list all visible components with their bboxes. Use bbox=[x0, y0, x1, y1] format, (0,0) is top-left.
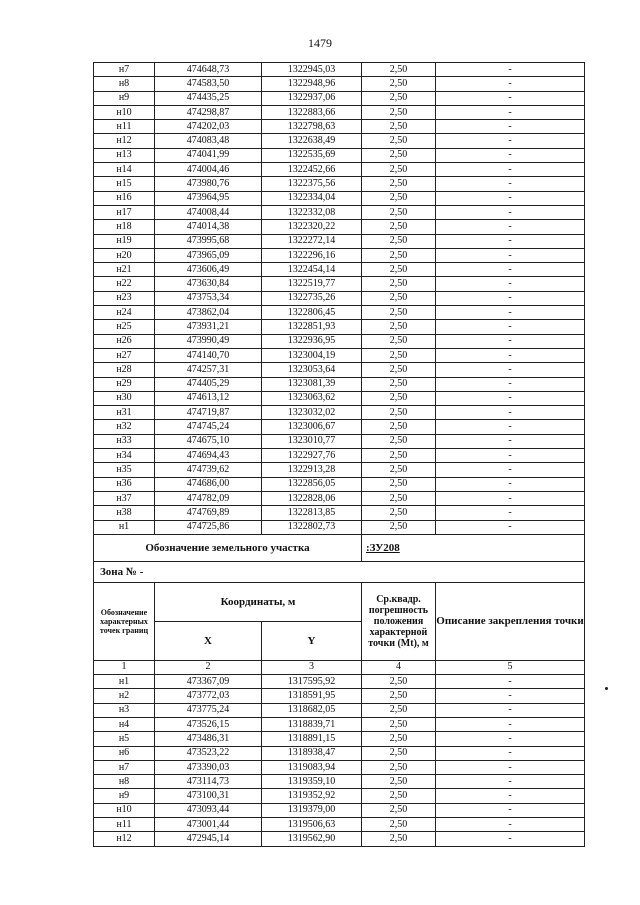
description-cell: - bbox=[436, 91, 585, 105]
plot-header bbox=[94, 534, 585, 674]
point-id-cell: н20 bbox=[94, 248, 155, 262]
x-cell: 473990,49 bbox=[155, 334, 262, 348]
table-row bbox=[94, 463, 585, 477]
table-row bbox=[94, 406, 585, 420]
description-cell: - bbox=[436, 420, 585, 434]
error-cell: 2,50 bbox=[362, 63, 436, 77]
table-row bbox=[94, 348, 585, 362]
x-cell: 474014,38 bbox=[155, 220, 262, 234]
point-id-cell: н3 bbox=[94, 703, 155, 717]
table-row bbox=[94, 105, 585, 119]
table-row bbox=[94, 148, 585, 162]
point-id-cell: н10 bbox=[94, 105, 155, 119]
y-cell: 1322883,66 bbox=[262, 105, 362, 119]
table-row bbox=[94, 248, 585, 262]
x-cell: 474686,00 bbox=[155, 477, 262, 491]
x-cell: 474083,48 bbox=[155, 134, 262, 148]
error-cell: 2,50 bbox=[362, 406, 436, 420]
y-cell: 1322334,04 bbox=[262, 191, 362, 205]
description-cell: - bbox=[436, 746, 585, 760]
point-id-cell: н26 bbox=[94, 334, 155, 348]
description-cell: - bbox=[436, 760, 585, 774]
y-cell: 1322798,63 bbox=[262, 120, 362, 134]
table-row bbox=[94, 506, 585, 520]
y-cell: 1322638,49 bbox=[262, 134, 362, 148]
point-id-cell: н28 bbox=[94, 363, 155, 377]
x-cell: 474202,03 bbox=[155, 120, 262, 134]
point-id-cell: н17 bbox=[94, 205, 155, 219]
table-row bbox=[94, 263, 585, 277]
table-row bbox=[94, 818, 585, 832]
table-row bbox=[94, 732, 585, 746]
description-cell: - bbox=[436, 63, 585, 77]
point-id-cell: н4 bbox=[94, 717, 155, 731]
table-row bbox=[94, 320, 585, 334]
description-cell: - bbox=[436, 348, 585, 362]
error-cell: 2,50 bbox=[362, 703, 436, 717]
y-cell: 1318682,05 bbox=[262, 703, 362, 717]
y-cell: 1318938,47 bbox=[262, 746, 362, 760]
description-cell: - bbox=[436, 191, 585, 205]
point-designation-header: Обозначение характерных точек границ bbox=[94, 582, 155, 660]
x-cell: 474719,87 bbox=[155, 406, 262, 420]
description-cell: - bbox=[436, 732, 585, 746]
table-row bbox=[94, 377, 585, 391]
point-id-cell: н23 bbox=[94, 291, 155, 305]
x-cell: 473523,22 bbox=[155, 746, 262, 760]
y-cell: 1319506,63 bbox=[262, 818, 362, 832]
x-cell: 474435,25 bbox=[155, 91, 262, 105]
point-id-cell: н5 bbox=[94, 732, 155, 746]
description-cell: - bbox=[436, 832, 585, 846]
x-cell: 473630,84 bbox=[155, 277, 262, 291]
x-cell: 474745,24 bbox=[155, 420, 262, 434]
y-cell: 1323010,77 bbox=[262, 434, 362, 448]
x-cell: 473775,24 bbox=[155, 703, 262, 717]
y-cell: 1322828,06 bbox=[262, 491, 362, 505]
x-cell: 473772,03 bbox=[155, 689, 262, 703]
description-cell: - bbox=[436, 205, 585, 219]
x-cell: 473965,09 bbox=[155, 248, 262, 262]
x-cell: 473114,73 bbox=[155, 775, 262, 789]
y-cell: 1318839,71 bbox=[262, 717, 362, 731]
table-row bbox=[94, 746, 585, 760]
point-id-cell: н7 bbox=[94, 63, 155, 77]
table-row bbox=[94, 306, 585, 320]
y-cell: 1318891,15 bbox=[262, 732, 362, 746]
page-number: 1479 bbox=[308, 36, 332, 50]
x-cell: 473980,76 bbox=[155, 177, 262, 191]
point-id-cell: н12 bbox=[94, 134, 155, 148]
point-id-cell: н22 bbox=[94, 277, 155, 291]
y-cell: 1319352,92 bbox=[262, 789, 362, 803]
y-header: Y bbox=[262, 621, 362, 660]
x-cell: 472945,14 bbox=[155, 832, 262, 846]
x-cell: 473526,15 bbox=[155, 717, 262, 731]
point-id-cell: н7 bbox=[94, 760, 155, 774]
error-cell: 2,50 bbox=[362, 177, 436, 191]
error-cell: 2,50 bbox=[362, 205, 436, 219]
error-cell: 2,50 bbox=[362, 363, 436, 377]
lower-rows bbox=[94, 675, 585, 847]
table-row bbox=[94, 134, 585, 148]
y-cell: 1322375,56 bbox=[262, 177, 362, 191]
description-cell: - bbox=[436, 320, 585, 334]
x-cell: 473390,03 bbox=[155, 760, 262, 774]
col-number: 4 bbox=[362, 660, 436, 674]
y-cell: 1322735,26 bbox=[262, 291, 362, 305]
point-id-cell: н30 bbox=[94, 391, 155, 405]
description-cell: - bbox=[436, 789, 585, 803]
point-id-cell: н18 bbox=[94, 220, 155, 234]
point-id-cell: н9 bbox=[94, 91, 155, 105]
y-cell: 1319379,00 bbox=[262, 803, 362, 817]
table-row bbox=[94, 205, 585, 219]
y-cell: 1322937,06 bbox=[262, 91, 362, 105]
point-id-cell: н27 bbox=[94, 348, 155, 362]
table-row bbox=[94, 177, 585, 191]
table-row bbox=[94, 477, 585, 491]
point-id-cell: н13 bbox=[94, 148, 155, 162]
error-cell: 2,50 bbox=[362, 120, 436, 134]
y-cell: 1319359,10 bbox=[262, 775, 362, 789]
x-cell: 474041,99 bbox=[155, 148, 262, 162]
description-cell: - bbox=[436, 291, 585, 305]
x-cell: 473100,31 bbox=[155, 789, 262, 803]
y-cell: 1322813,85 bbox=[262, 506, 362, 520]
point-id-cell: н35 bbox=[94, 463, 155, 477]
error-cell: 2,50 bbox=[362, 775, 436, 789]
description-cell: - bbox=[436, 105, 585, 119]
error-cell: 2,50 bbox=[362, 463, 436, 477]
error-cell: 2,50 bbox=[362, 334, 436, 348]
x-cell: 474694,43 bbox=[155, 449, 262, 463]
point-id-cell: н15 bbox=[94, 177, 155, 191]
x-cell: 473964,95 bbox=[155, 191, 262, 205]
description-cell: - bbox=[436, 717, 585, 731]
description-cell: - bbox=[436, 363, 585, 377]
y-cell: 1319083,94 bbox=[262, 760, 362, 774]
y-cell: 1322945,03 bbox=[262, 63, 362, 77]
x-cell: 474648,73 bbox=[155, 63, 262, 77]
y-cell: 1322452,66 bbox=[262, 163, 362, 177]
description-cell: - bbox=[436, 463, 585, 477]
x-cell: 473367,09 bbox=[155, 675, 262, 689]
x-cell: 474613,12 bbox=[155, 391, 262, 405]
error-cell: 2,50 bbox=[362, 520, 436, 534]
col-number: 3 bbox=[262, 660, 362, 674]
error-header: Ср.квадр. погрешность положения характерной точки (Mt), м bbox=[362, 582, 436, 660]
error-cell: 2,50 bbox=[362, 449, 436, 463]
x-cell: 473001,44 bbox=[155, 818, 262, 832]
error-cell: 2,50 bbox=[362, 191, 436, 205]
description-cell: - bbox=[436, 506, 585, 520]
description-cell: - bbox=[436, 520, 585, 534]
point-id-cell: н36 bbox=[94, 477, 155, 491]
point-id-cell: н25 bbox=[94, 320, 155, 334]
error-cell: 2,50 bbox=[362, 717, 436, 731]
error-cell: 2,50 bbox=[362, 491, 436, 505]
point-id-cell: н11 bbox=[94, 120, 155, 134]
table-row bbox=[94, 775, 585, 789]
description-cell: - bbox=[436, 77, 585, 91]
y-cell: 1323006,67 bbox=[262, 420, 362, 434]
description-cell: - bbox=[436, 477, 585, 491]
x-cell: 473093,44 bbox=[155, 803, 262, 817]
y-cell: 1322332,08 bbox=[262, 205, 362, 219]
x-cell: 473931,21 bbox=[155, 320, 262, 334]
table-row bbox=[94, 449, 585, 463]
x-cell: 474782,09 bbox=[155, 491, 262, 505]
description-cell: - bbox=[436, 675, 585, 689]
point-id-cell: н38 bbox=[94, 506, 155, 520]
x-cell: 473995,68 bbox=[155, 234, 262, 248]
y-cell: 1322806,45 bbox=[262, 306, 362, 320]
error-cell: 2,50 bbox=[362, 320, 436, 334]
description-cell: - bbox=[436, 134, 585, 148]
table-row bbox=[94, 220, 585, 234]
table-row bbox=[94, 91, 585, 105]
y-cell: 1322948,96 bbox=[262, 77, 362, 91]
y-cell: 1322851,93 bbox=[262, 320, 362, 334]
x-cell: 474004,46 bbox=[155, 163, 262, 177]
x-cell: 474257,31 bbox=[155, 363, 262, 377]
upper-rows bbox=[94, 63, 585, 535]
error-cell: 2,50 bbox=[362, 506, 436, 520]
error-cell: 2,50 bbox=[362, 263, 436, 277]
error-cell: 2,50 bbox=[362, 789, 436, 803]
error-cell: 2,50 bbox=[362, 77, 436, 91]
table-row bbox=[94, 689, 585, 703]
error-cell: 2,50 bbox=[362, 234, 436, 248]
x-cell: 474405,29 bbox=[155, 377, 262, 391]
point-id-cell: н37 bbox=[94, 491, 155, 505]
error-cell: 2,50 bbox=[362, 306, 436, 320]
y-cell: 1322272,14 bbox=[262, 234, 362, 248]
y-cell: 1318591,95 bbox=[262, 689, 362, 703]
description-cell: - bbox=[436, 703, 585, 717]
description-cell: - bbox=[436, 306, 585, 320]
point-id-cell: н19 bbox=[94, 234, 155, 248]
x-cell: 473606,49 bbox=[155, 263, 262, 277]
x-cell: 474583,50 bbox=[155, 77, 262, 91]
description-cell: - bbox=[436, 434, 585, 448]
description-cell: - bbox=[436, 234, 585, 248]
description-cell: - bbox=[436, 689, 585, 703]
x-cell: 474675,10 bbox=[155, 434, 262, 448]
y-cell: 1322296,16 bbox=[262, 248, 362, 262]
y-cell: 1322320,22 bbox=[262, 220, 362, 234]
x-cell: 474769,89 bbox=[155, 506, 262, 520]
table-row bbox=[94, 520, 585, 534]
y-cell: 1323053,64 bbox=[262, 363, 362, 377]
x-header: X bbox=[155, 621, 262, 660]
description-header: Описание закрепления точки bbox=[436, 582, 585, 660]
error-cell: 2,50 bbox=[362, 689, 436, 703]
table-row bbox=[94, 334, 585, 348]
y-cell: 1322454,14 bbox=[262, 263, 362, 277]
y-cell: 1322535,69 bbox=[262, 148, 362, 162]
point-id-cell: н16 bbox=[94, 191, 155, 205]
error-cell: 2,50 bbox=[362, 163, 436, 177]
point-id-cell: н11 bbox=[94, 818, 155, 832]
zone-value: - bbox=[139, 565, 144, 578]
table-row bbox=[94, 434, 585, 448]
table-row bbox=[94, 163, 585, 177]
y-cell: 1317595,92 bbox=[262, 675, 362, 689]
error-cell: 2,50 bbox=[362, 803, 436, 817]
plot-value: :ЗУ208 bbox=[362, 534, 585, 561]
table-row bbox=[94, 191, 585, 205]
point-id-cell: н31 bbox=[94, 406, 155, 420]
point-id-cell: н24 bbox=[94, 306, 155, 320]
x-cell: 473862,04 bbox=[155, 306, 262, 320]
table-row bbox=[94, 717, 585, 731]
x-cell: 474739,62 bbox=[155, 463, 262, 477]
table-row bbox=[94, 832, 585, 846]
description-cell: - bbox=[436, 277, 585, 291]
description-cell: - bbox=[436, 177, 585, 191]
x-cell: 473486,31 bbox=[155, 732, 262, 746]
point-id-cell: н8 bbox=[94, 775, 155, 789]
zone-row bbox=[94, 561, 585, 582]
error-cell: 2,50 bbox=[362, 746, 436, 760]
error-cell: 2,50 bbox=[362, 477, 436, 491]
y-cell: 1323004,19 bbox=[262, 348, 362, 362]
error-cell: 2,50 bbox=[362, 434, 436, 448]
error-cell: 2,50 bbox=[362, 105, 436, 119]
table-row bbox=[94, 675, 585, 689]
x-cell: 473753,34 bbox=[155, 291, 262, 305]
y-cell: 1322936,95 bbox=[262, 334, 362, 348]
table-row bbox=[94, 420, 585, 434]
table-row bbox=[94, 63, 585, 77]
table-row bbox=[94, 363, 585, 377]
table-row bbox=[94, 760, 585, 774]
description-cell: - bbox=[436, 220, 585, 234]
col-number: 1 bbox=[94, 660, 155, 674]
table-row bbox=[94, 277, 585, 291]
point-id-cell: н10 bbox=[94, 803, 155, 817]
table-row bbox=[94, 803, 585, 817]
error-cell: 2,50 bbox=[362, 91, 436, 105]
y-cell: 1323032,02 bbox=[262, 406, 362, 420]
point-id-cell: н1 bbox=[94, 520, 155, 534]
point-id-cell: н9 bbox=[94, 789, 155, 803]
error-cell: 2,50 bbox=[362, 248, 436, 262]
error-cell: 2,50 bbox=[362, 675, 436, 689]
coordinates-table bbox=[93, 62, 585, 847]
error-cell: 2,50 bbox=[362, 291, 436, 305]
y-cell: 1322856,05 bbox=[262, 477, 362, 491]
y-cell: 1322913,28 bbox=[262, 463, 362, 477]
x-cell: 474725,86 bbox=[155, 520, 262, 534]
table-row bbox=[94, 120, 585, 134]
plot-label: Обозначение земельного участка bbox=[94, 534, 362, 561]
y-cell: 1322927,76 bbox=[262, 449, 362, 463]
error-cell: 2,50 bbox=[362, 760, 436, 774]
description-cell: - bbox=[436, 377, 585, 391]
error-cell: 2,50 bbox=[362, 832, 436, 846]
error-cell: 2,50 bbox=[362, 277, 436, 291]
description-cell: - bbox=[436, 391, 585, 405]
description-cell: - bbox=[436, 775, 585, 789]
error-cell: 2,50 bbox=[362, 220, 436, 234]
error-cell: 2,50 bbox=[362, 420, 436, 434]
stray-mark bbox=[605, 687, 608, 690]
error-cell: 2,50 bbox=[362, 732, 436, 746]
point-id-cell: н29 bbox=[94, 377, 155, 391]
description-cell: - bbox=[436, 148, 585, 162]
y-cell: 1323081,39 bbox=[262, 377, 362, 391]
y-cell: 1322802,73 bbox=[262, 520, 362, 534]
point-id-cell: н34 bbox=[94, 449, 155, 463]
table-row bbox=[94, 391, 585, 405]
error-cell: 2,50 bbox=[362, 148, 436, 162]
table-row bbox=[94, 789, 585, 803]
description-cell: - bbox=[436, 263, 585, 277]
point-id-cell: н8 bbox=[94, 77, 155, 91]
description-cell: - bbox=[436, 803, 585, 817]
point-id-cell: н21 bbox=[94, 263, 155, 277]
error-cell: 2,50 bbox=[362, 134, 436, 148]
table-row bbox=[94, 491, 585, 505]
error-cell: 2,50 bbox=[362, 377, 436, 391]
col-number: 2 bbox=[155, 660, 262, 674]
point-id-cell: н33 bbox=[94, 434, 155, 448]
point-id-cell: н14 bbox=[94, 163, 155, 177]
description-cell: - bbox=[436, 818, 585, 832]
description-cell: - bbox=[436, 491, 585, 505]
point-id-cell: н6 bbox=[94, 746, 155, 760]
x-cell: 474008,44 bbox=[155, 205, 262, 219]
col-number: 5 bbox=[436, 660, 585, 674]
error-cell: 2,50 bbox=[362, 348, 436, 362]
point-id-cell: н12 bbox=[94, 832, 155, 846]
description-cell: - bbox=[436, 334, 585, 348]
table-row bbox=[94, 234, 585, 248]
error-cell: 2,50 bbox=[362, 391, 436, 405]
y-cell: 1319562,90 bbox=[262, 832, 362, 846]
table-row bbox=[94, 703, 585, 717]
x-cell: 474140,70 bbox=[155, 348, 262, 362]
error-cell: 2,50 bbox=[362, 818, 436, 832]
point-id-cell: н2 bbox=[94, 689, 155, 703]
description-cell: - bbox=[436, 163, 585, 177]
description-cell: - bbox=[436, 406, 585, 420]
y-cell: 1322519,77 bbox=[262, 277, 362, 291]
table-row bbox=[94, 291, 585, 305]
x-cell: 474298,87 bbox=[155, 105, 262, 119]
zone-label: Зона № bbox=[100, 565, 137, 578]
point-id-cell: н32 bbox=[94, 420, 155, 434]
description-cell: - bbox=[436, 449, 585, 463]
description-cell: - bbox=[436, 248, 585, 262]
y-cell: 1323063,62 bbox=[262, 391, 362, 405]
coordinates-header: Координаты, м bbox=[155, 582, 362, 621]
description-cell: - bbox=[436, 120, 585, 134]
point-id-cell: н1 bbox=[94, 675, 155, 689]
table-row bbox=[94, 77, 585, 91]
